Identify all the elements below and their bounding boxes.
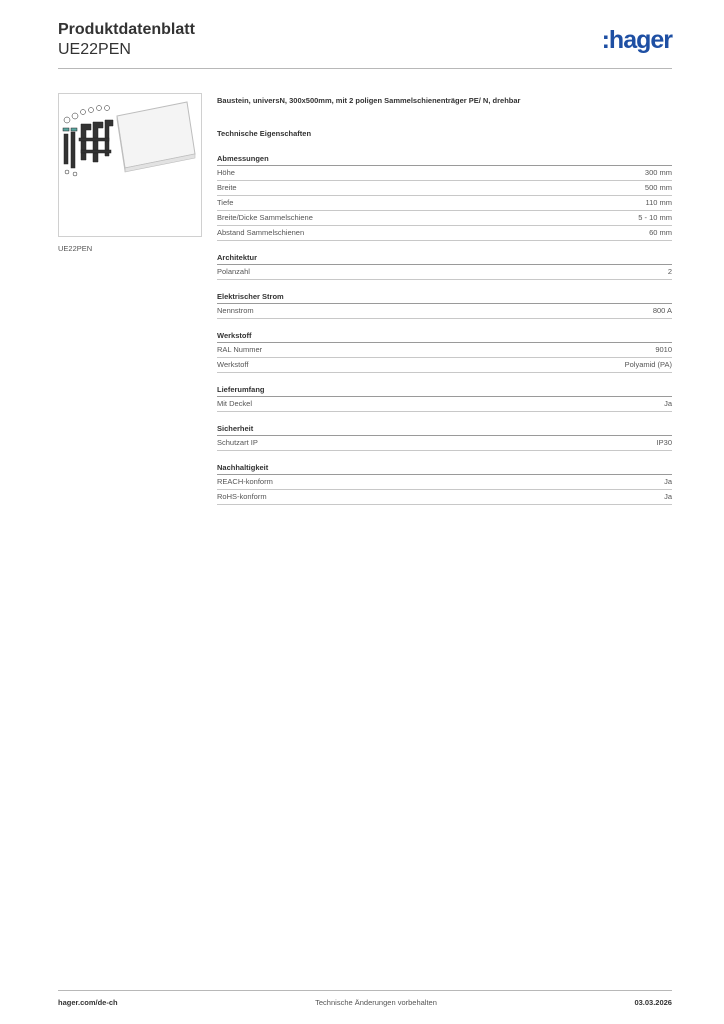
section-title: Werkstoff — [217, 329, 672, 343]
spec-row — [217, 181, 672, 196]
spec-row — [217, 166, 672, 181]
spec-section — [217, 290, 672, 319]
footer-date: 03.03.2026 — [634, 998, 672, 1007]
section-title: Abmessungen — [217, 152, 672, 166]
spec-value: Polyamid (PA) — [624, 360, 672, 369]
tech-properties-heading: Technische Eigenschaften — [217, 129, 312, 138]
section-spacer — [217, 319, 672, 329]
section-title: Elektrischer Strom — [217, 290, 672, 304]
spec-label: Breite — [217, 183, 237, 192]
section-title: Nachhaltigkeit — [217, 461, 672, 475]
cover-panel — [117, 102, 195, 172]
section-spacer — [217, 138, 672, 152]
spec-label: Schutzart IP — [217, 438, 258, 447]
spec-label: Höhe — [217, 168, 235, 177]
spec-label: Werkstoff — [217, 360, 249, 369]
spec-section — [217, 152, 672, 241]
spec-row — [217, 358, 672, 373]
section-spacer — [217, 412, 672, 422]
spec-row — [217, 226, 672, 241]
spec-value: 110 mm — [645, 198, 672, 207]
spec-value: 2 — [667, 267, 672, 276]
spec-row — [217, 265, 672, 280]
spec-value: Ja — [664, 492, 672, 501]
product-illustration — [59, 94, 201, 236]
spec-row — [217, 436, 672, 451]
spec-row — [217, 490, 672, 505]
spec-value: Ja — [664, 399, 672, 408]
product-description: Baustein, universN, 300x500mm, mit 2 poligen Sammelschienenträger PE/ N, drehbar — [217, 96, 521, 105]
spec-section — [217, 329, 672, 373]
spec-value: IP30 — [656, 438, 672, 447]
spec-section — [217, 251, 672, 280]
spec-row — [217, 304, 672, 319]
section-title: Architektur — [217, 251, 672, 265]
section-title: Lieferumfang — [217, 383, 672, 397]
hager-logo — [602, 26, 672, 55]
spec-label: Tiefe — [217, 198, 234, 207]
image-caption: UE22PEN — [58, 244, 93, 253]
page-title: Produktdatenblatt — [58, 21, 195, 38]
spec-row — [217, 196, 672, 211]
busbar-parts — [63, 106, 113, 177]
spec-value: 5 - 10 mm — [638, 213, 672, 222]
spec-value: 9010 — [655, 345, 672, 354]
section-spacer — [217, 280, 672, 290]
header-divider — [58, 68, 672, 69]
spec-value: 800 A — [652, 306, 672, 315]
spec-value: Ja — [664, 477, 672, 486]
spec-sections — [217, 138, 672, 505]
spec-row — [217, 343, 672, 358]
spec-value: 300 mm — [644, 168, 672, 177]
footer-divider — [58, 990, 672, 991]
spec-label: Nennstrom — [217, 306, 254, 315]
footer-note: Technische Änderungen vorbehalten — [315, 998, 437, 1007]
section-spacer — [217, 373, 672, 383]
footer-website: hager.com/de-ch — [58, 998, 118, 1007]
spec-section — [217, 461, 672, 505]
section-title: Sicherheit — [217, 422, 672, 436]
spec-section — [217, 422, 672, 451]
spec-label: Mit Deckel — [217, 399, 253, 408]
spec-row — [217, 475, 672, 490]
spec-row — [217, 211, 672, 226]
spec-label: RoHS-konform — [217, 492, 267, 501]
spec-label: REACH-konform — [217, 477, 273, 486]
section-spacer — [217, 451, 672, 461]
logo-text: :hager — [601, 26, 672, 54]
spec-row — [217, 397, 672, 412]
spec-label: Breite/Dicke Sammelschiene — [217, 213, 313, 222]
section-spacer — [217, 241, 672, 251]
spec-label: Polanzahl — [217, 267, 250, 276]
spec-value: 500 mm — [644, 183, 672, 192]
spec-label: Abstand Sammelschienen — [217, 228, 305, 237]
spec-value: 60 mm — [649, 228, 672, 237]
spec-label: RAL Nummer — [217, 345, 263, 354]
spec-section — [217, 383, 672, 412]
product-code: UE22PEN — [58, 41, 131, 58]
document-header — [58, 20, 195, 60]
page-footer — [58, 998, 672, 1007]
product-image — [58, 93, 202, 237]
product-details — [217, 95, 672, 505]
